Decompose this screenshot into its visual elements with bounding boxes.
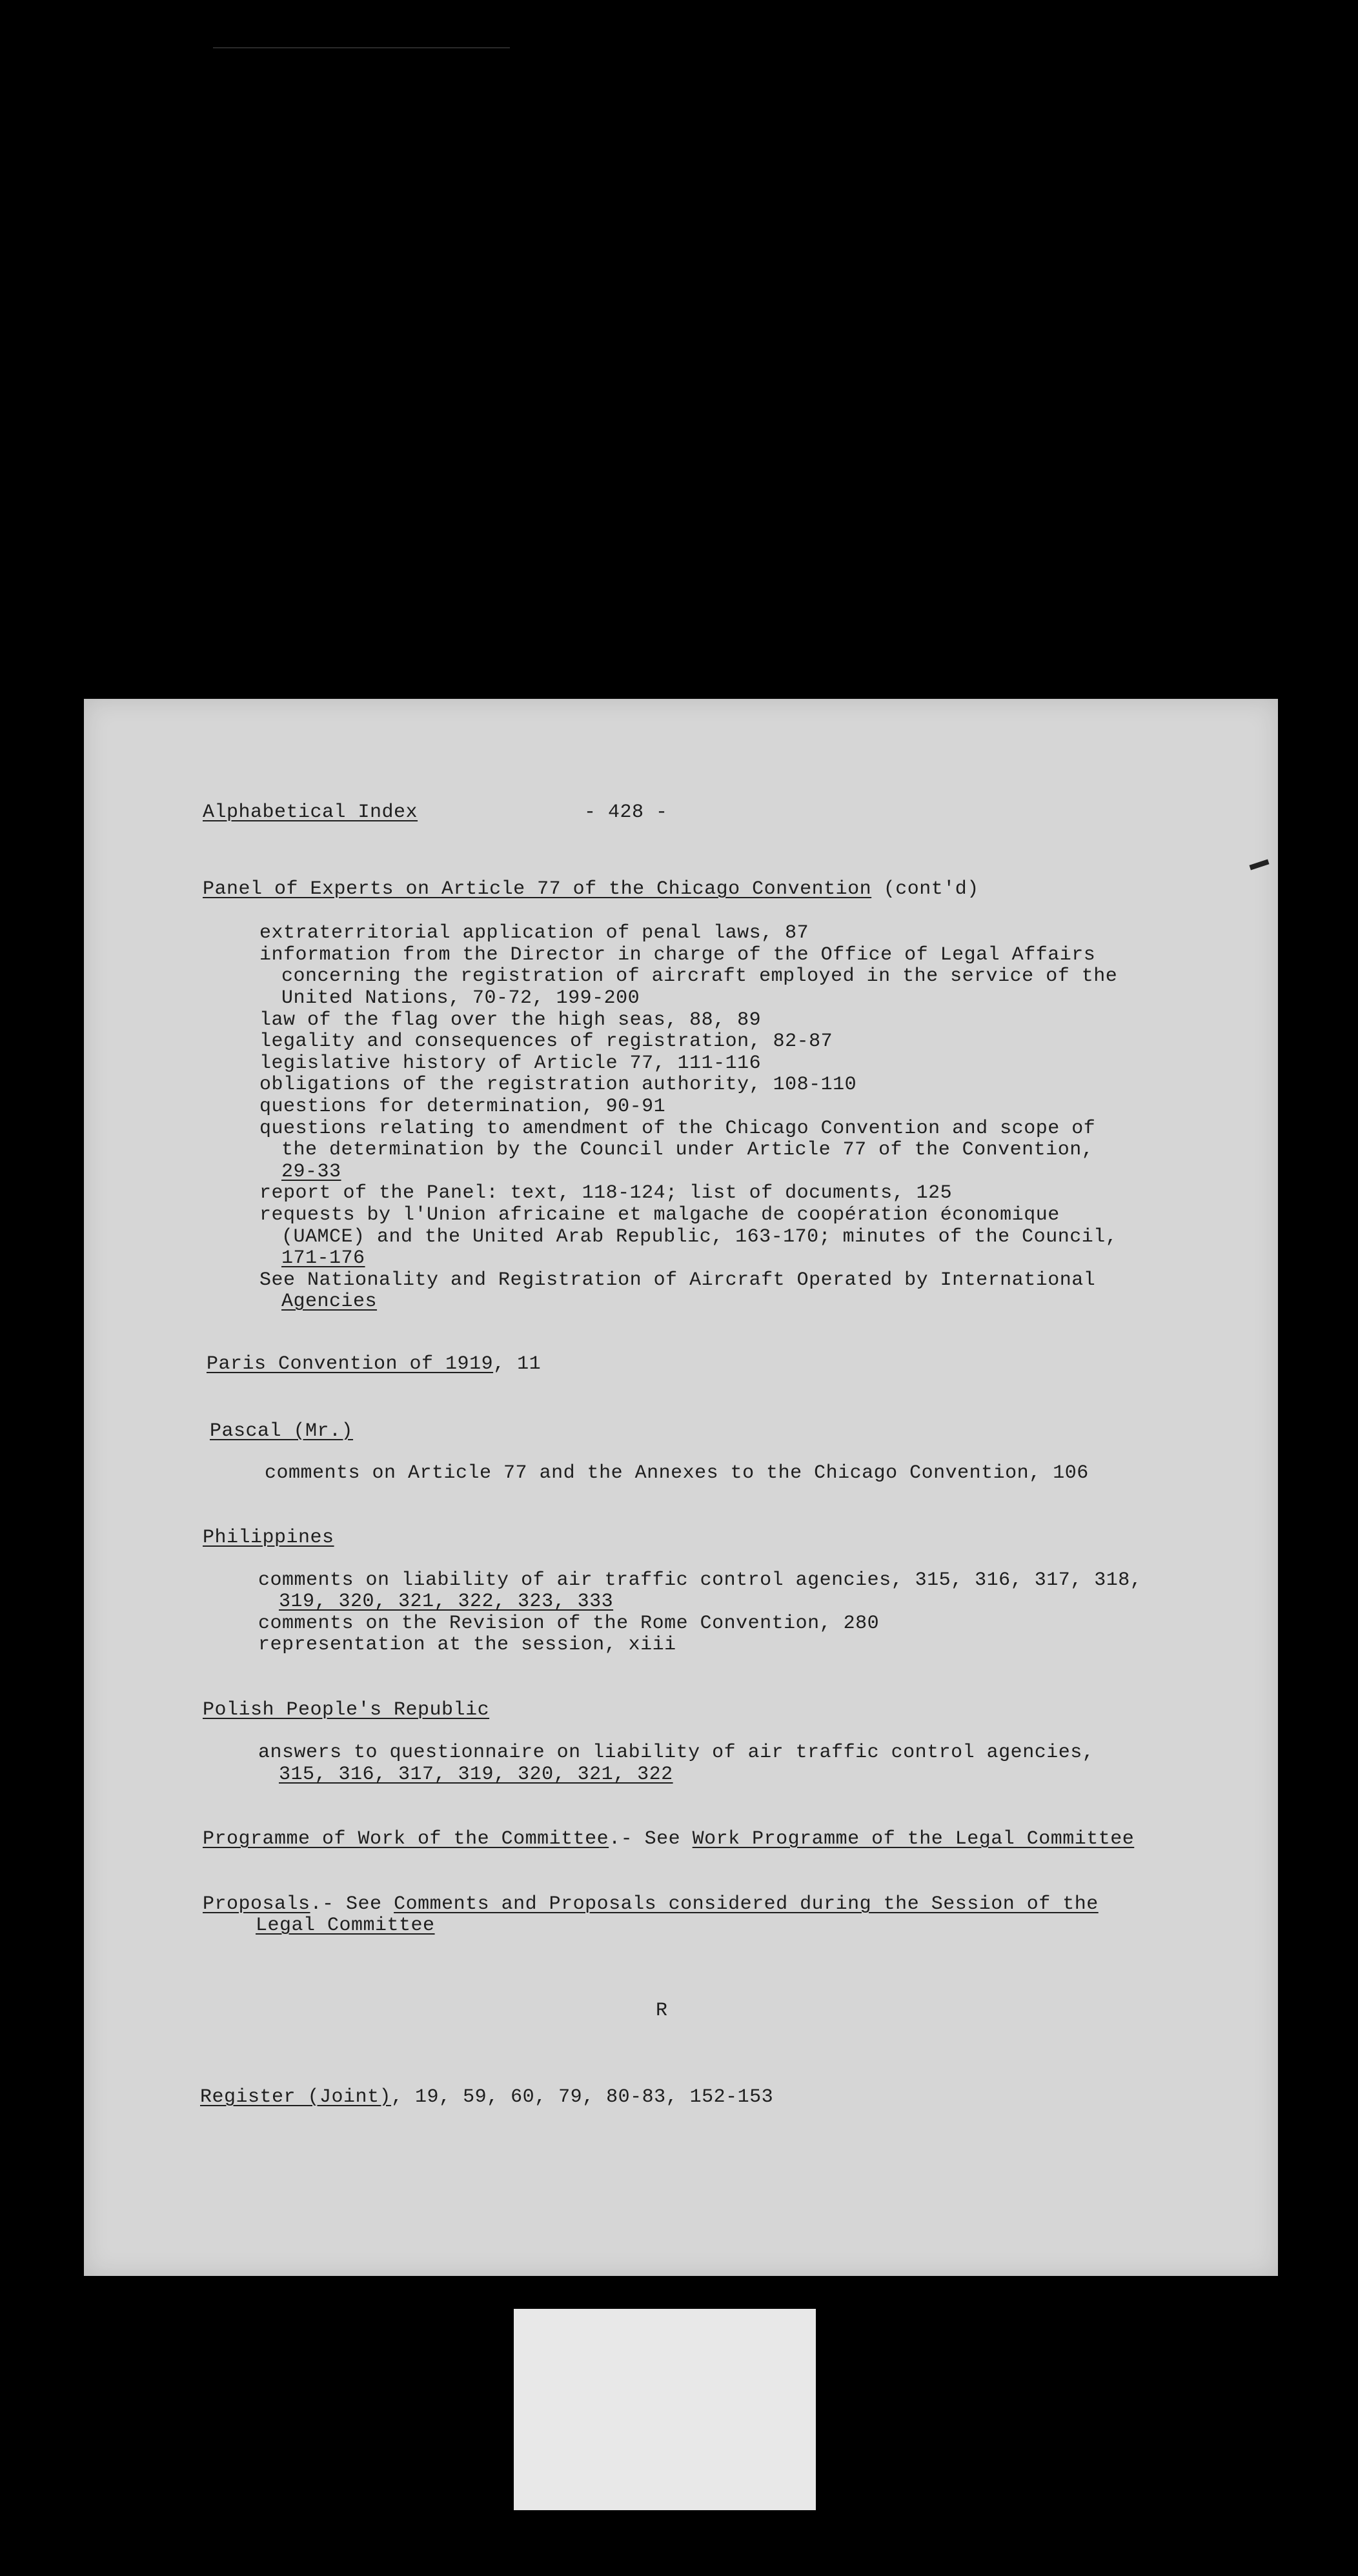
entry-heading-proposals: Proposals.- See Comments and Proposals considered during the Session of the [203,1893,1099,1915]
panel-line: (UAMCE) and the United Arab Republic, 163-170; minutes of the Council, [281,1226,1118,1248]
cross-reference-link[interactable]: Comments and Proposals considered during the Session of the [394,1893,1099,1915]
entry-heading-pascal: Pascal (Mr.) [210,1420,354,1442]
pascal-line: comments on Article 77 and the Annexes to the Chicago Convention, 106 [265,1462,1089,1484]
cross-reference-link[interactable]: Agencies [281,1291,378,1313]
polish-line: 315, 316, 317, 319, 320, 321, 322 [279,1764,673,1786]
cross-reference-link[interactable]: See Nationality and Registration of Aircraft Operated by International [259,1269,1096,1291]
panel-line: law of the flag over the high seas, 88, 89 [259,1009,762,1031]
index-page [84,699,1278,2276]
panel-line: 29-33 [281,1161,341,1183]
section-letter: R [655,2000,667,2022]
panel-line: United Nations, 70-72, 199-200 [281,987,640,1009]
film-edge-line [213,47,510,48]
panel-line: requests by l'Union africaine et malgache de coopération économique [259,1204,1060,1226]
polish-line: answers to questionnaire on liability of air traffic control agencies, [258,1742,1095,1764]
philippines-line: representation at the session, xiii [258,1634,676,1656]
panel-line: questions relating to amendment of the Chicago Convention and scope of [259,1118,1096,1140]
blank-card [514,2309,816,2510]
panel-line: information from the Director in charge of the Office of Legal Affairs [259,944,1096,966]
cross-reference-link[interactable]: Work Programme of the Legal Committee [692,1828,1135,1850]
panel-line: questions for determination, 90-91 [259,1096,666,1118]
philippines-line: comments on liability of air traffic control agencies, 315, 316, 317, 318, [258,1569,1142,1591]
panel-line: the determination by the Council under Article 77 of the Convention, [281,1139,1094,1161]
panel-line: report of the Panel: text, 118-124; list of documents, 125 [259,1182,953,1204]
panel-line: obligations of the registration authority, 108-110 [259,1074,857,1096]
panel-line: legality and consequences of registration, 82-87 [259,1031,833,1052]
cross-reference-link[interactable]: Legal Committee [256,1915,435,1937]
entry-heading-paris: Paris Convention of 1919, 11 [207,1353,542,1375]
entry-heading-panel: Panel of Experts on Article 77 of the Chicago Convention (cont'd) [203,878,979,900]
entry-heading-register: Register (Joint), 19, 59, 60, 79, 80-83, 152-153 [200,2086,774,2108]
entry-heading-philippines: Philippines [203,1527,334,1549]
panel-line: extraterritorial application of penal laws, 87 [259,922,809,944]
page-number: - 428 - [584,801,668,823]
philippines-line: comments on the Revision of the Rome Convention, 280 [258,1613,880,1635]
panel-line: concerning the registration of aircraft employed in the service of the [281,965,1118,987]
entry-heading-polish: Polish People's Republic [203,1699,490,1721]
philippines-line: 319, 320, 321, 322, 323, 333 [279,1591,614,1613]
entry-heading-programme: Programme of Work of the Committee.- See Work Programme of the Legal Committee [203,1828,1135,1850]
index-title: Alphabetical Index [203,801,418,823]
panel-line: legislative history of Article 77, 111-116 [259,1052,762,1074]
panel-line: 171-176 [281,1247,365,1269]
